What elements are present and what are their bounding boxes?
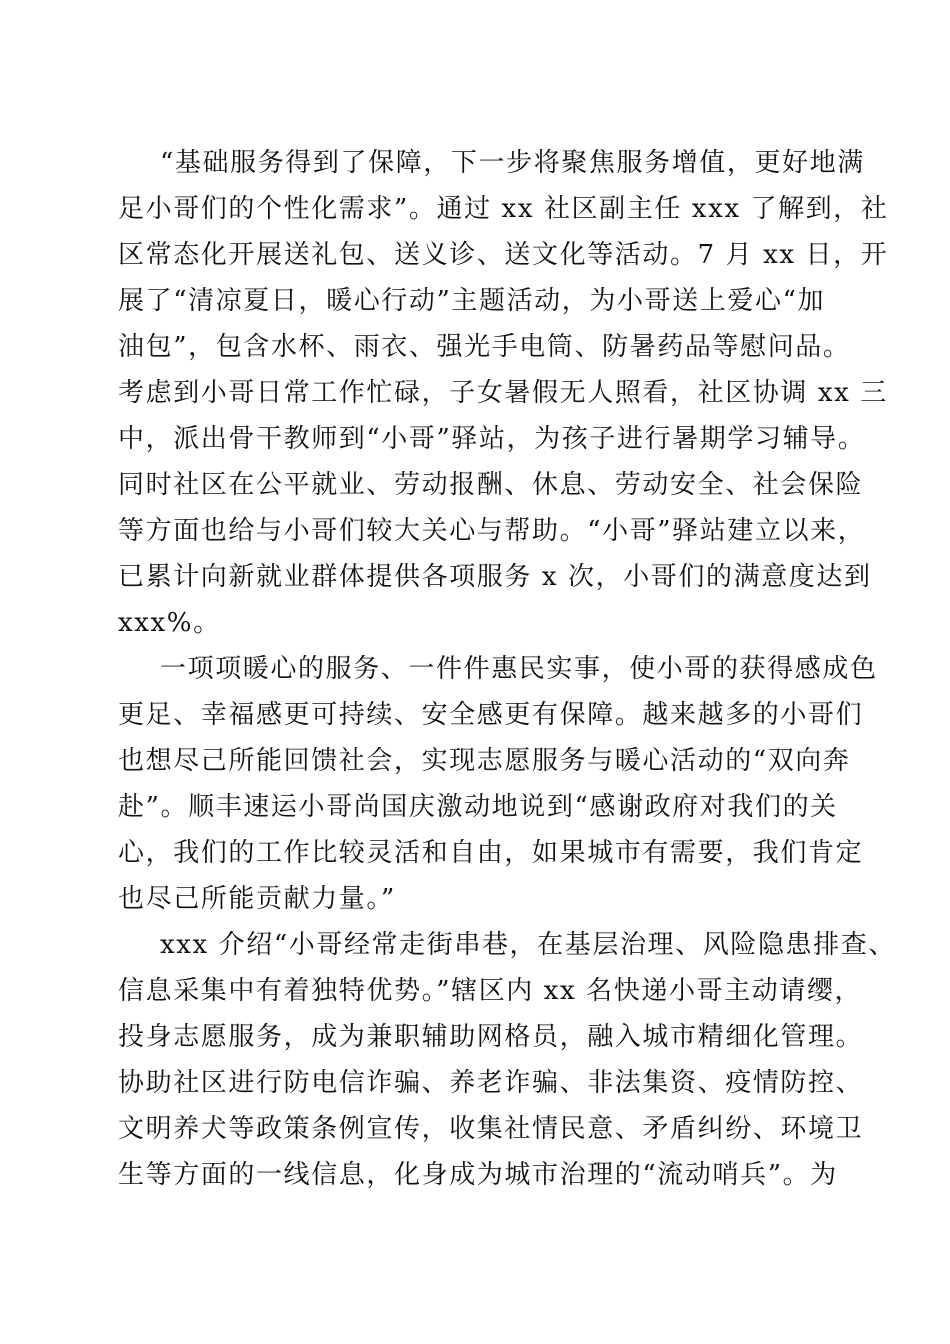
text-line: 协助社区进行防电信诈骗、养老诈骗、非法集资、疫情防控、 xyxy=(118,1068,864,1098)
text-line: “基础服务得到了保障，下一步将聚焦服务增值，更好地满 xyxy=(160,148,865,178)
paragraph xyxy=(118,922,896,1198)
text-line: 文明养犬等政策条例宣传，收集社情民意、矛盾纠纷、环境卫 xyxy=(118,1114,864,1144)
text-line: 展了“清凉夏日，暖心行动”主题活动，为小哥送上爱心“加 xyxy=(118,286,826,316)
document-body xyxy=(118,140,896,1198)
text-line: 信息采集中有着独特优势。”辖区内 xx 名快递小哥主动请缨， xyxy=(118,976,863,1006)
text-line: 考虑到小哥日常工作忙碌，子女暑假无人照看，社区协调 xx 三 xyxy=(118,378,888,408)
text-line: 一项项暖心的服务、一件件惠民实事，使小哥的获得感成色 xyxy=(160,654,878,684)
text-line: 等方面也给与小哥们较大关心与帮助。“小哥”驿站建立以来， xyxy=(118,516,866,546)
text-line: 同时社区在公平就业、劳动报酬、休息、劳动安全、社会保险 xyxy=(118,470,864,500)
text-line: 更足、幸福感更可持续、安全感更有保障。越来越多的小哥们 xyxy=(118,700,864,730)
text-line: 区常态化开展送礼包、送义诊、送文化等活动。7 月 xx 日，开 xyxy=(118,240,889,270)
text-line: 也想尽己所能回馈社会，实现志愿服务与暖心活动的“双向奔 xyxy=(118,746,851,776)
text-line: 投身志愿服务，成为兼职辅助网格员，融入城市精细化管理。 xyxy=(118,1022,864,1052)
text-line: 油包”，包含水杯、雨衣、强光手电筒、防暑药品等慰问品。 xyxy=(118,332,851,362)
text-line: 赴”。顺丰速运小哥尚国庆激动地说到“感谢政府对我们的关 xyxy=(118,792,838,822)
text-line: 生等方面的一线信息，化身成为城市治理的“流动哨兵”。为 xyxy=(118,1160,838,1190)
text-line: 足小哥们的个性化需求”。通过 xx 社区副主任 xxx 了解到，社 xyxy=(118,194,889,224)
text-line: 中，派出骨干教师到“小哥”驿站，为孩子进行暑期学习辅导。 xyxy=(118,424,866,454)
text-line: xxx%。 xyxy=(118,608,221,638)
text-line: xxx 介绍“小哥经常走街串巷，在基层治理、风险隐患排查、 xyxy=(160,930,896,960)
text-line: 也尽己所能贡献力量。” xyxy=(118,884,396,914)
paragraph xyxy=(118,140,889,646)
text-line: 已累计向新就业群体提供各项服务 x 次，小哥们的满意度达到 xyxy=(118,562,872,592)
paragraph xyxy=(118,646,878,922)
text-line: 心，我们的工作比较灵活和自由，如果城市有需要，我们肯定 xyxy=(118,838,864,868)
